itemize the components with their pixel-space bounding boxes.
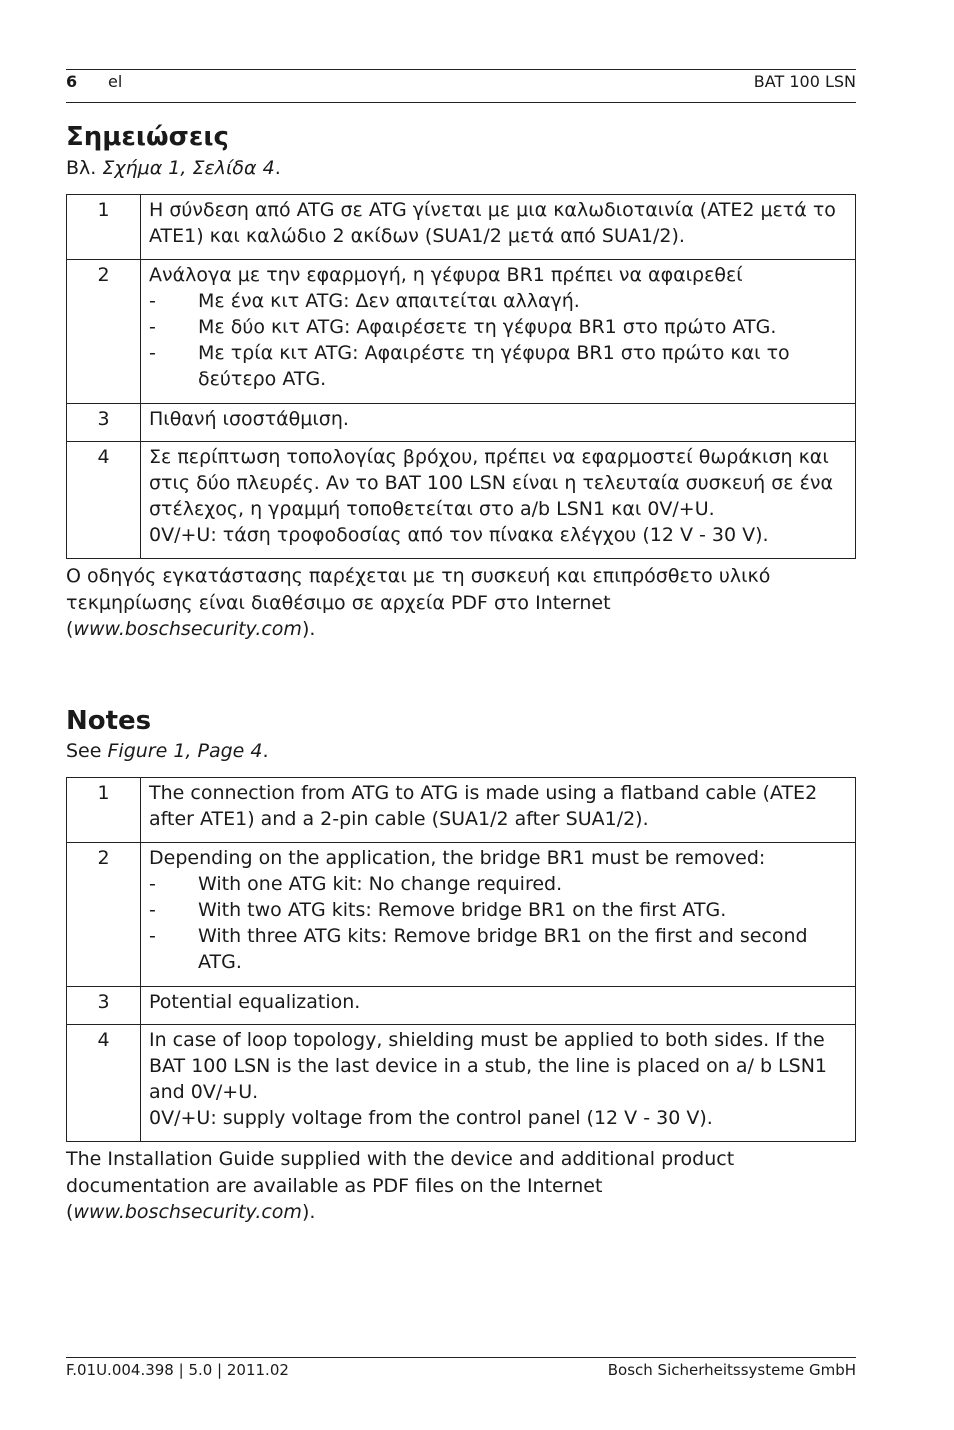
greek-section-title: Σημειώσεις [66, 122, 229, 152]
row-number: 2 [67, 260, 141, 404]
list-dash: - [149, 899, 156, 921]
list-item [149, 288, 847, 314]
list-item-text: With three ATG kits: Remove bridge BR1 on the first and second ATG. [198, 925, 808, 973]
list-item [149, 897, 847, 923]
row-text-supply: 0V/+U: supply voltage from the control panel (12 V - 30 V). [149, 1107, 713, 1129]
list-item [149, 314, 847, 340]
english-see-suffix: . [262, 740, 269, 762]
list-item-text: Με τρία κιτ ATG: Αφαιρέστε τη γέφυρα BR1 στο πρώτο και το δεύτερο ATG. [198, 342, 790, 390]
row-number: 3 [67, 987, 141, 1025]
english-note-end: ). [301, 1201, 316, 1223]
row-text: Πιθανή ισοστάθμιση. [141, 404, 856, 442]
greek-installation-note [66, 563, 856, 643]
list-dash: - [149, 342, 156, 364]
table-row [67, 987, 856, 1025]
greek-see-reference [66, 157, 281, 179]
greek-see-suffix: . [274, 157, 281, 179]
table-row [67, 195, 856, 260]
product-name: BAT 100 LSN [753, 72, 856, 91]
row-text: The connection from ATG to ATG is made using a flatband cable (ATE2 after ATE1) and a 2-pin cable (SUA1/2 after SUA1/2). [141, 778, 856, 843]
table-row [67, 442, 856, 559]
english-see-reference [66, 740, 269, 762]
language-code: el [108, 72, 123, 91]
document-id: F.01U.004.398 | 5.0 | 2011.02 [66, 1361, 289, 1379]
english-website-link[interactable]: www.boschsecurity.com [73, 1201, 302, 1223]
list-item-text: Με ένα κιτ ATG: Δεν απαιτείται αλλαγή. [198, 290, 580, 312]
row-text: Η σύνδεση από ATG σε ATG γίνεται με μια καλωδιοταινία (ATE2 μετά το ATE1) και καλώδιο 2 ακίδων (SUA1/2 μετά από SUA1/2). [141, 195, 856, 260]
row-text: In case of loop topology, shielding must be applied to both sides. If the BAT 100 LSN is the last device in a stub, the line is placed on a/ b LSN1 and 0V/+U. [149, 1029, 827, 1103]
footer-rule [66, 1357, 856, 1358]
row-number: 2 [67, 843, 141, 987]
greek-website-link[interactable]: www.boschsecurity.com [73, 618, 302, 640]
list-item-text: With two ATG kits: Remove bridge BR1 on the first ATG. [198, 899, 727, 921]
list-item-text: Με δύο κιτ ATG: Αφαιρέσετε τη γέφυρα BR1 στο πρώτο ATG. [198, 316, 777, 338]
row-number: 4 [67, 442, 141, 559]
row-text-multi [141, 442, 856, 559]
row-text-multi [141, 1025, 856, 1142]
row-text: Ανάλογα με την εφαρμογή, η γέφυρα BR1 πρέπει να αφαιρεθεί [149, 264, 743, 286]
table-row [67, 1025, 856, 1142]
table-row [67, 260, 856, 404]
list-item-text: With one ATG kit: No change required. [198, 873, 563, 895]
english-section-title: Notes [66, 706, 152, 736]
greek-note-end: ). [301, 618, 316, 640]
list-item [149, 923, 847, 975]
row-number: 1 [67, 195, 141, 260]
list-dash: - [149, 316, 156, 338]
list-dash: - [149, 873, 156, 895]
list-dash: - [149, 290, 156, 312]
table-row [67, 404, 856, 442]
row-number: 3 [67, 404, 141, 442]
english-notes-table [66, 777, 856, 1142]
row-text: Depending on the application, the bridge BR1 must be removed: [149, 847, 766, 869]
company-name: Bosch Sicherheitssysteme GmbH [607, 1361, 856, 1379]
greek-notes-table [66, 194, 856, 559]
table-row [67, 843, 856, 987]
row-text-supply: 0V/+U: τάση τροφοδοσίας από τον πίνακα ελέγχου (12 V - 30 V). [149, 524, 769, 546]
row-number: 1 [67, 778, 141, 843]
greek-note-text: Ο οδηγός εγκατάστασης παρέχεται με τη συσκευή και επιπρόσθετο υλικό τεκμηρίωσης είναι διαθέσιμο σε αρχεία PDF στο Internet ( [66, 565, 771, 640]
header-bottom-rule [66, 102, 856, 103]
greek-see-figure-ref: Σχήμα 1, Σελίδα 4 [102, 157, 275, 179]
row-text-with-list [141, 843, 856, 987]
english-note-text: The Installation Guide supplied with the device and additional product documentation are available as PDF files on the Internet ( [66, 1148, 735, 1223]
english-installation-note [66, 1146, 856, 1226]
row-text: Σε περίπτωση τοπολογίας βρόχου, πρέπει να εφαρμοστεί θωράκιση και στις δύο πλευρές. Αν το BAT 100 LSN είναι η τελευταία συσκευή σε ένα στέλεχος, η γραμμή τοποθετείται στο a/b LSN1 και 0V/+U. [149, 446, 833, 520]
list-dash: - [149, 925, 156, 947]
header-top-rule [66, 69, 856, 70]
row-number: 4 [67, 1025, 141, 1142]
page-number: 6 [66, 72, 78, 91]
greek-see-prefix: Βλ. [66, 157, 103, 179]
row-text: Potential equalization. [141, 987, 856, 1025]
table-row [67, 778, 856, 843]
english-see-prefix: See [66, 740, 108, 762]
english-see-figure-ref: Figure 1, Page 4 [107, 740, 263, 762]
list-item [149, 871, 847, 897]
row-text-with-list [141, 260, 856, 404]
list-item [149, 340, 847, 392]
